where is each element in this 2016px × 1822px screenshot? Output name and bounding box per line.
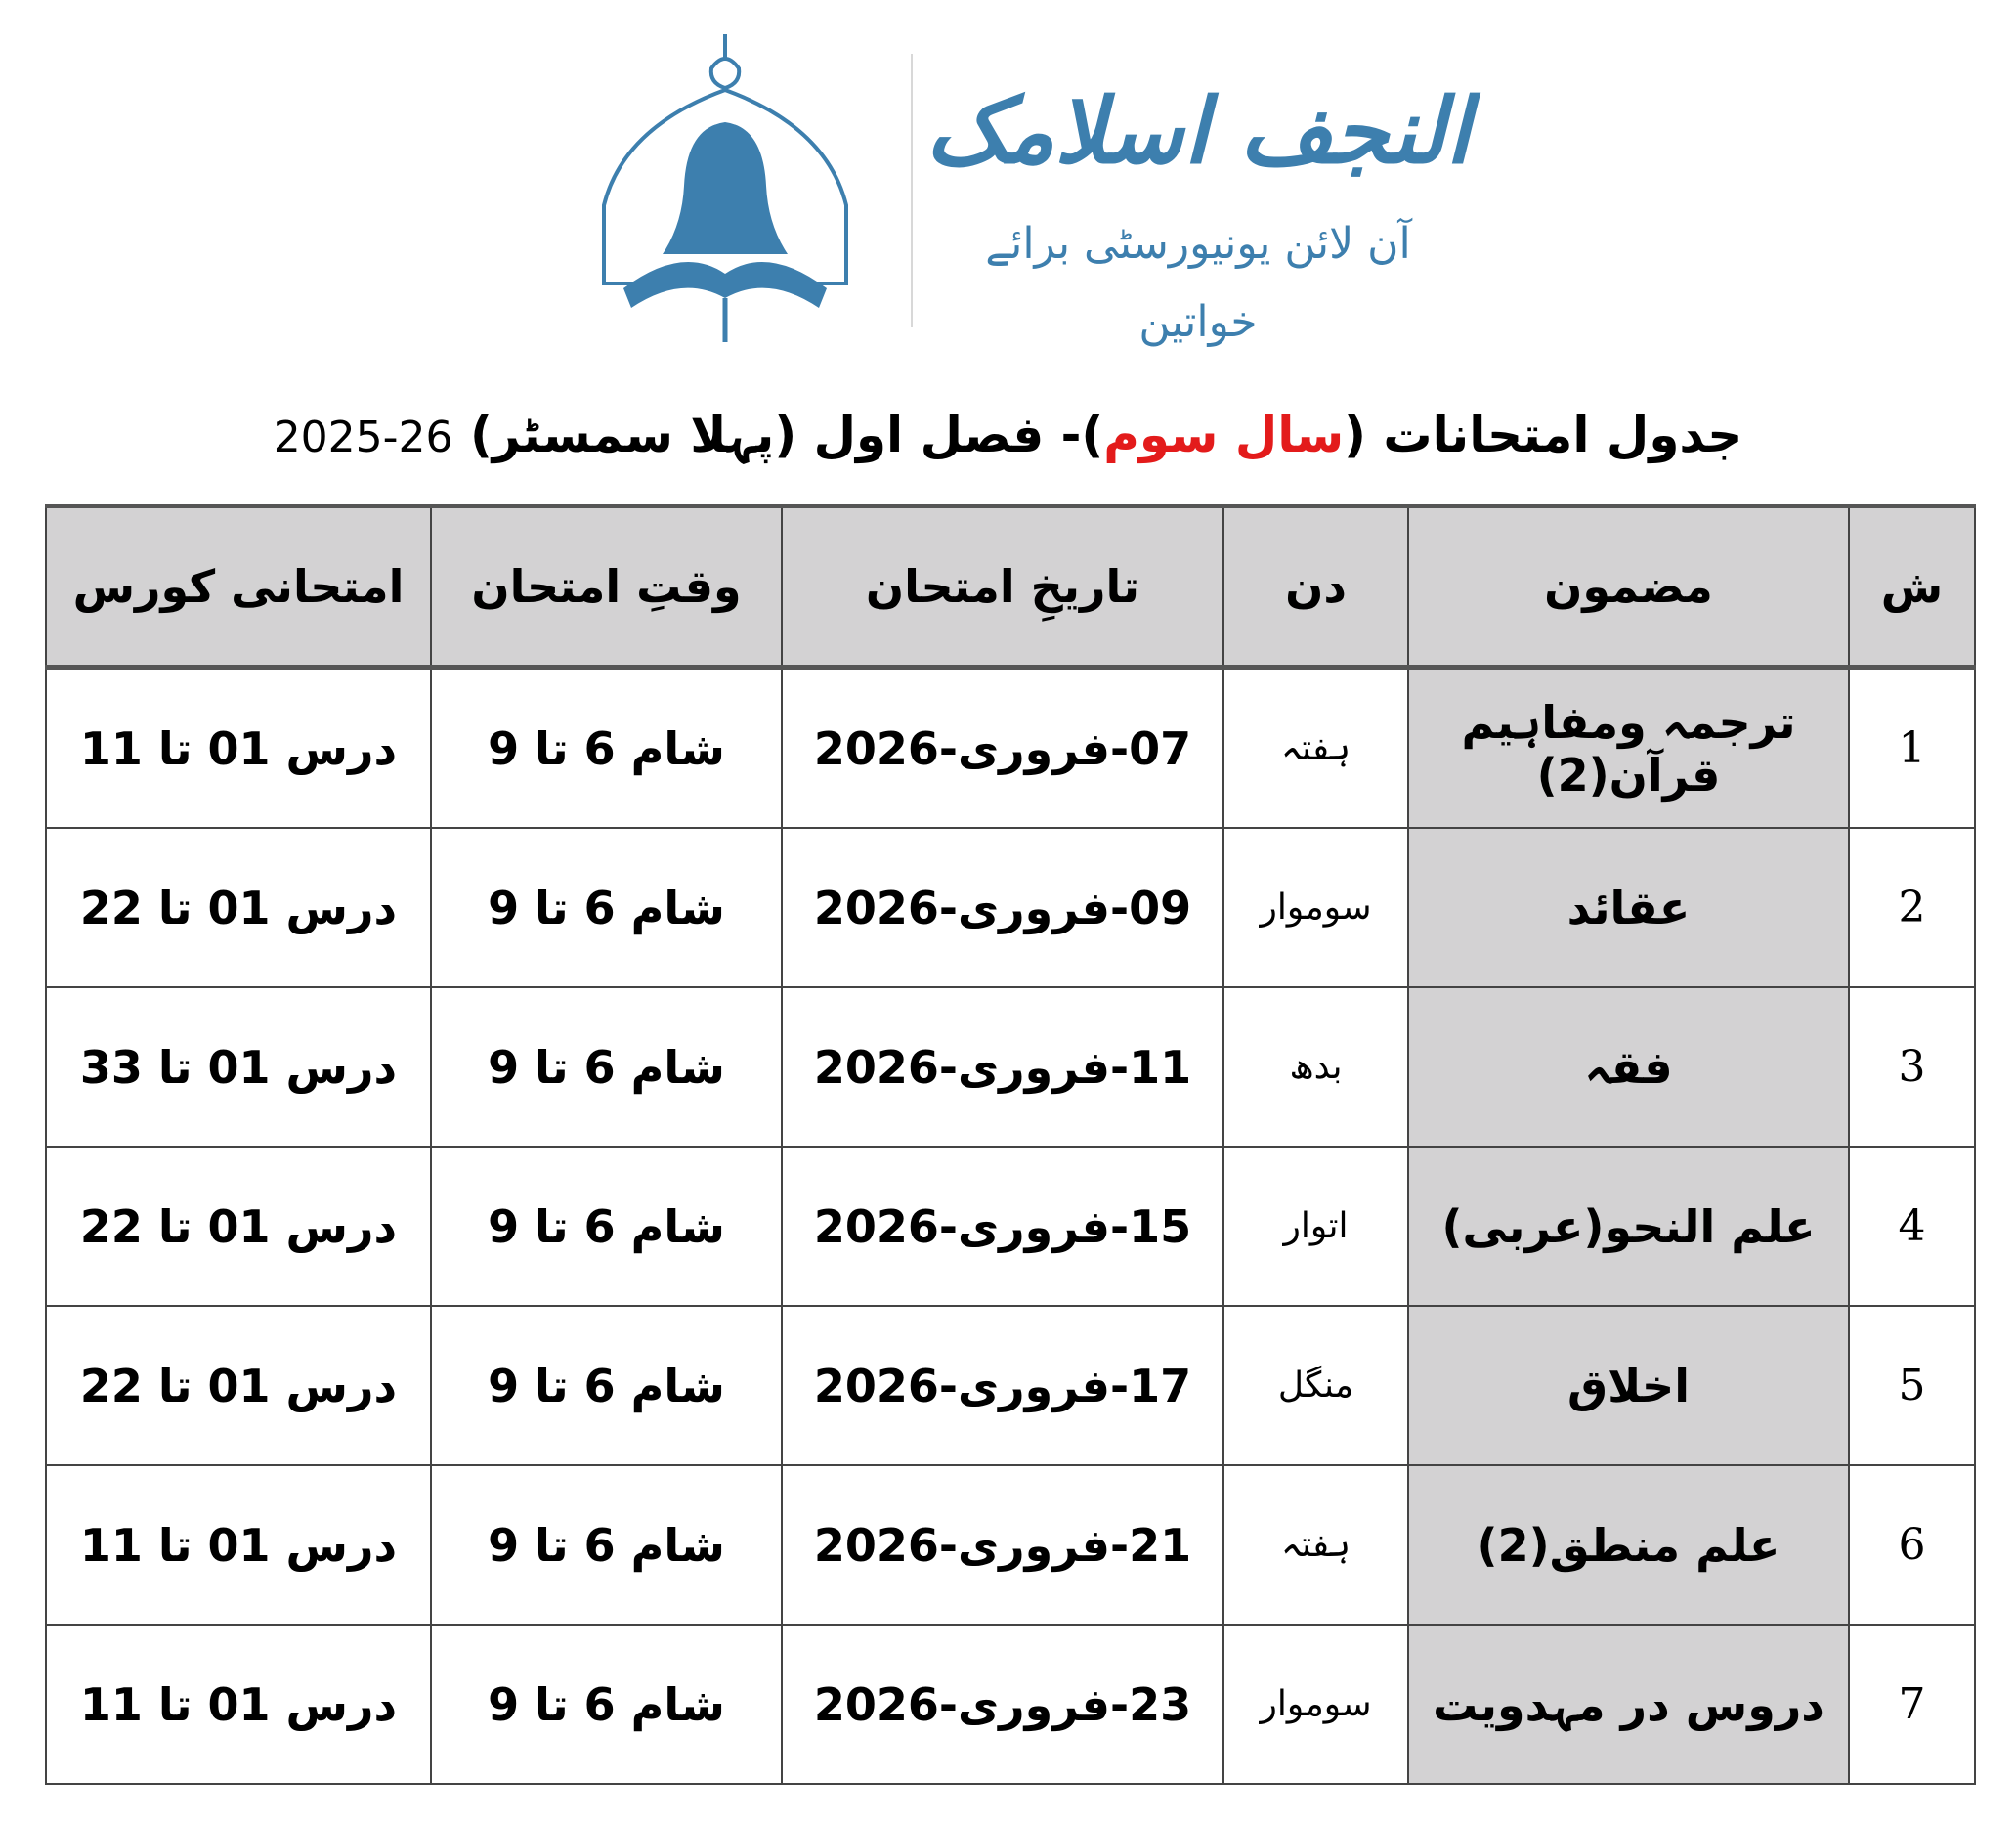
table-row: [46, 828, 1975, 987]
table-row: [46, 1147, 1975, 1306]
subject-cell: فقہ: [1408, 987, 1849, 1147]
subject-cell: ترجمہ ومفاہیم قرآن(2): [1408, 668, 1849, 829]
date-cell: 23-فروری-2026: [782, 1625, 1223, 1784]
university-emblem-logo: [594, 29, 856, 347]
course-cell: درس 01 تا 11: [46, 1625, 431, 1784]
table-row: [46, 987, 1975, 1147]
date-cell: 17-فروری-2026: [782, 1306, 1223, 1465]
logo-divider: [911, 54, 913, 327]
subject-cell: عقائد: [1408, 828, 1849, 987]
date-cell: 09-فروری-2026: [782, 828, 1223, 987]
serial-cell: 3: [1849, 987, 1975, 1147]
subject-cell: دروس در مہدویت: [1408, 1625, 1849, 1784]
course-cell: درس 01 تا 33: [46, 987, 431, 1147]
time-cell: شام 6 تا 9: [431, 828, 782, 987]
course-cell: درس 01 تا 22: [46, 828, 431, 987]
day-cell: سوموار: [1223, 828, 1408, 987]
day-cell: ہفتہ: [1223, 668, 1408, 829]
header-serial: ش: [1849, 506, 1975, 668]
table-row: [46, 1625, 1975, 1784]
serial-cell: 6: [1849, 1465, 1975, 1625]
course-cell: درس 01 تا 11: [46, 1465, 431, 1625]
serial-cell: 7: [1849, 1625, 1975, 1784]
subject-cell: علم النحو(عربی): [1408, 1147, 1849, 1306]
header-date: تاریخِ امتحان: [782, 506, 1223, 668]
day-cell: منگل: [1223, 1306, 1408, 1465]
header-time: وقتِ امتحان: [431, 506, 782, 668]
serial-cell: 1: [1849, 668, 1975, 829]
logo-wordmark: [924, 59, 1472, 347]
day-cell: اتوار: [1223, 1147, 1408, 1306]
date-cell: 11-فروری-2026: [782, 987, 1223, 1147]
subject-cell: اخلاق: [1408, 1306, 1849, 1465]
time-cell: شام 6 تا 9: [431, 987, 782, 1147]
logo-name: النجف اسلامک: [925, 79, 1471, 184]
date-cell: 15-فروری-2026: [782, 1147, 1223, 1306]
serial-cell: 5: [1849, 1306, 1975, 1465]
page-title: [0, 391, 2016, 482]
title-highlight: سال سوم: [1103, 407, 1345, 463]
subject-cell: علم منطق(2): [1408, 1465, 1849, 1625]
time-cell: شام 6 تا 9: [431, 1465, 782, 1625]
title-year: 2025-26: [273, 412, 453, 462]
date-cell: 21-فروری-2026: [782, 1465, 1223, 1625]
header-course: امتحانی کورس: [46, 506, 431, 668]
day-cell: ہفتہ: [1223, 1465, 1408, 1625]
time-cell: شام 6 تا 9: [431, 668, 782, 829]
serial-cell: 4: [1849, 1147, 1975, 1306]
header-subject: مضمون: [1408, 506, 1849, 668]
time-cell: شام 6 تا 9: [431, 1147, 782, 1306]
exam-schedule-table: [45, 504, 1976, 1785]
course-cell: درس 01 تا 11: [46, 668, 431, 829]
day-cell: بدھ: [1223, 987, 1408, 1147]
title-suffix: )- فصل اول (پہلا سمسٹر): [469, 407, 1104, 463]
table-row: [46, 1465, 1975, 1625]
date-cell: 07-فروری-2026: [782, 668, 1223, 829]
table-header-row: [46, 506, 1975, 668]
table-row: [46, 1306, 1975, 1465]
time-cell: شام 6 تا 9: [431, 1306, 782, 1465]
header-day: دن: [1223, 506, 1408, 668]
course-cell: درس 01 تا 22: [46, 1147, 431, 1306]
serial-cell: 2: [1849, 828, 1975, 987]
course-cell: درس 01 تا 22: [46, 1306, 431, 1465]
table-row: [46, 668, 1975, 829]
logo-tagline: آن لائن یونیورسٹی برائے خواتین: [985, 219, 1411, 347]
day-cell: سوموار: [1223, 1625, 1408, 1784]
time-cell: شام 6 تا 9: [431, 1625, 782, 1784]
title-prefix: جدول امتحانات (: [1344, 407, 1743, 463]
